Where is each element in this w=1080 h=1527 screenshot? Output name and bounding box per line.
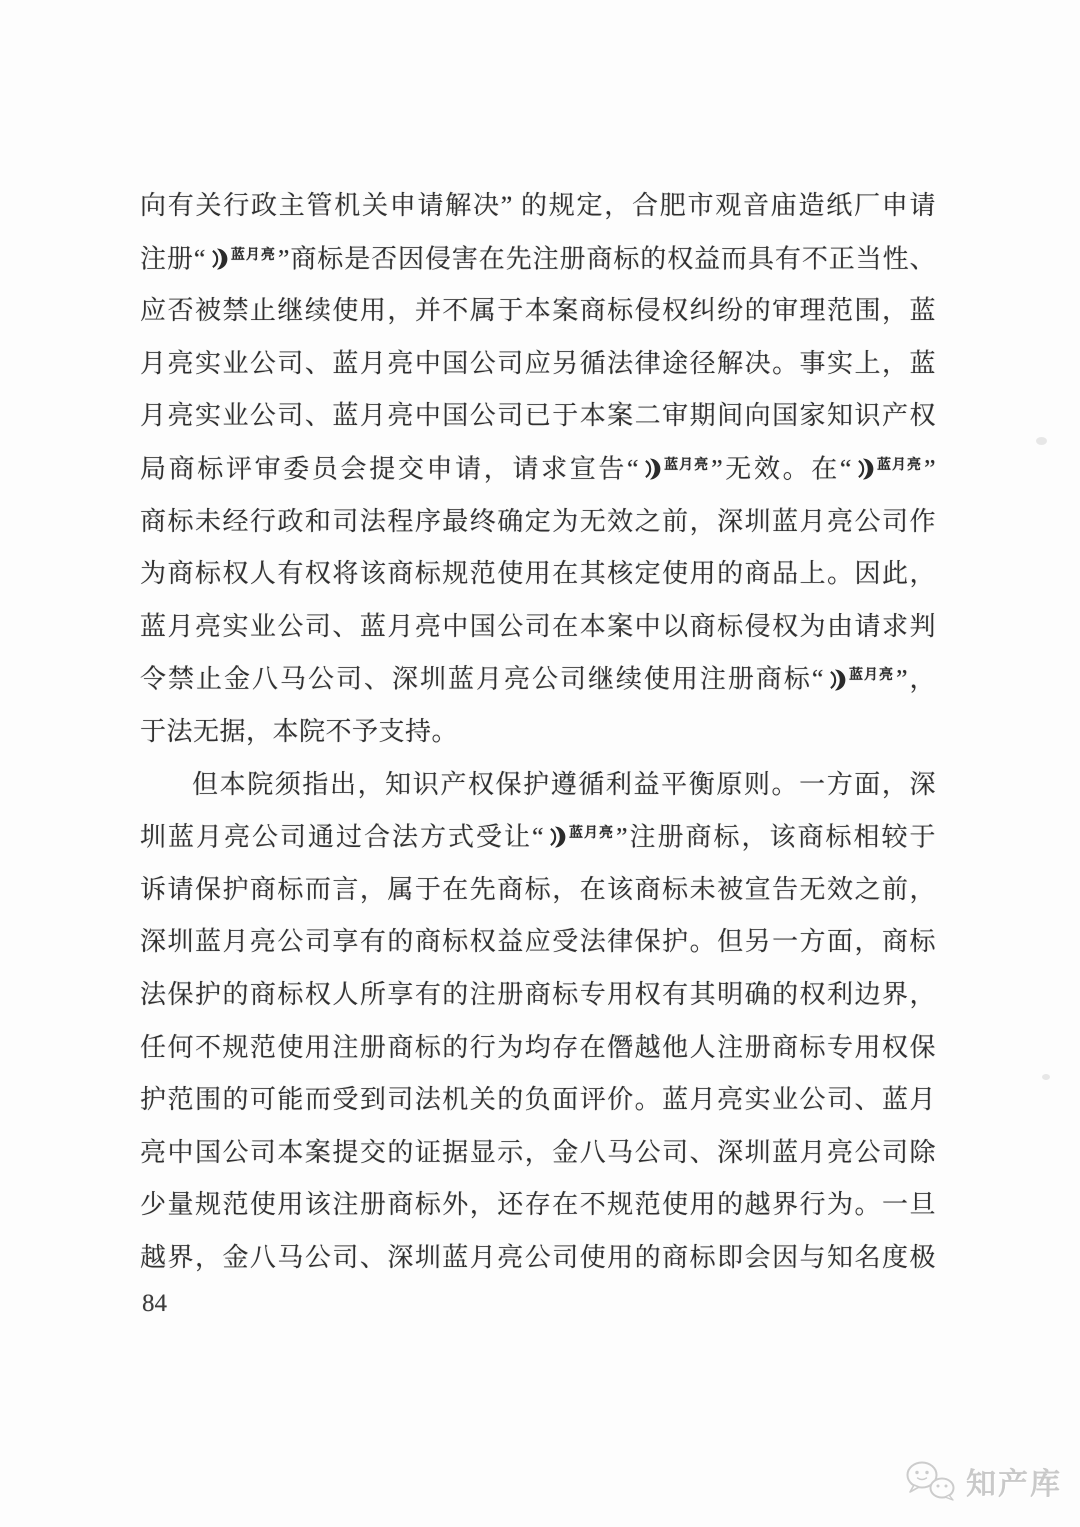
text-run: 局商标评审委员会提交申请，请求宣告“ — [140, 454, 640, 484]
text-line — [140, 285, 936, 338]
text-line — [140, 1127, 936, 1180]
crescent-moon-icon — [826, 667, 847, 693]
blue-moon-trademark-logo — [854, 443, 922, 496]
text-run: 于法无据，本院不予支持。 — [140, 716, 459, 746]
text-line — [140, 759, 936, 812]
text-run: 圳蓝月亮公司通过合法方式受让“ — [140, 822, 544, 852]
trademark-label: 蓝月亮 — [569, 826, 614, 842]
text-line — [140, 969, 936, 1022]
text-line — [140, 548, 936, 601]
page-number: 84 — [142, 1290, 167, 1317]
text-run: ”无效。在“ — [711, 454, 852, 484]
blue-moon-trademark-logo — [208, 233, 276, 286]
text-run: 任何不规范使用注册商标的行为均存在僭越他人注册商标专用权保 — [140, 1032, 936, 1062]
trademark-label: 蓝月亮 — [230, 247, 276, 263]
text-run: 诉请保护商标而言，属于在先商标，在该商标未被宣告无效之前， — [140, 874, 936, 904]
text-line — [140, 338, 936, 391]
text-line — [140, 916, 936, 969]
crescent-moon-icon — [208, 246, 229, 272]
text-line — [140, 443, 936, 496]
text-run: ”商标是否因侵害在先注册商标的权益而具有不正当性、 — [277, 243, 936, 273]
text-line — [140, 1232, 936, 1285]
blue-moon-trademark-logo — [641, 443, 709, 496]
watermark — [905, 1459, 1062, 1503]
text-run: 注册“ — [140, 243, 206, 273]
trademark-label: 蓝月亮 — [664, 457, 710, 473]
text-run: 亮中国公司本案提交的证据显示，金八马公司、深圳蓝月亮公司除 — [140, 1137, 936, 1167]
text-run: 深圳蓝月亮公司享有的商标权益应受法律保护。但另一方面，商标 — [140, 927, 936, 957]
text-line — [140, 1074, 936, 1127]
text-run: 月亮实业公司、蓝月亮中国公司应另循法律途径解决。事实上，蓝 — [140, 348, 936, 378]
text-run: 为商标权人有权将该商标规范使用在其核定使用的商品上。因此， — [140, 559, 936, 589]
text-line — [140, 1022, 936, 1075]
text-run: 法保护的商标权人所享有的注册商标专用权有其明确的权利边界， — [140, 979, 936, 1009]
text-line — [140, 706, 936, 759]
scan-artifact — [1036, 437, 1047, 445]
trademark-label: 蓝月亮 — [876, 457, 922, 473]
document-text — [140, 180, 936, 1284]
text-run: ”注册商标，该商标相较于 — [616, 822, 936, 852]
text-line — [140, 496, 936, 549]
text-line — [140, 864, 936, 917]
text-run: 越界，金八马公司、深圳蓝月亮公司使用的商标即会因与知名度极 — [140, 1242, 936, 1272]
text-run: 令禁止金八马公司、深圳蓝月亮公司继续使用注册商标“ — [140, 664, 824, 694]
text-line — [140, 1179, 936, 1232]
text-run: 护范围的可能而受到司法机关的负面评价。蓝月亮实业公司、蓝月 — [140, 1085, 936, 1115]
text-line — [140, 233, 936, 286]
text-run: 蓝月亮实业公司、蓝月亮中国公司在本案中以商标侵权为由请求判 — [140, 611, 936, 641]
text-line — [140, 601, 936, 654]
text-line — [140, 180, 936, 233]
text-run: ”， — [895, 664, 936, 694]
blue-moon-trademark-logo — [546, 811, 614, 864]
trademark-label: 蓝月亮 — [848, 668, 894, 684]
text-line — [140, 390, 936, 443]
crescent-moon-icon — [641, 456, 662, 482]
wechat-icon — [905, 1460, 959, 1502]
watermark-text: 知产库 — [966, 1468, 1062, 1501]
crescent-moon-icon — [546, 824, 567, 850]
text-run: 向有关行政主管机关申请解决” 的规定，合肥市观音庙造纸厂申请 — [140, 191, 936, 220]
text-line — [140, 811, 936, 864]
text-run: 商标未经行政和司法程序最终确定为无效之前，深圳蓝月亮公司作 — [140, 506, 936, 536]
crescent-moon-icon — [854, 456, 875, 482]
text-run: 少量规范使用该注册商标外，还存在不规范使用的越界行为。一旦 — [140, 1190, 936, 1220]
scan-artifact — [1042, 1074, 1050, 1080]
text-run: ” — [923, 454, 936, 484]
text-run: 但本院须指出，知识产权保护遵循利益平衡原则。一方面，深 — [192, 769, 936, 799]
text-line — [140, 653, 936, 706]
blue-moon-trademark-logo — [826, 653, 894, 706]
text-run: 月亮实业公司、蓝月亮中国公司已于本案二审期间向国家知识产权 — [140, 401, 936, 431]
text-run: 应否被禁止继续使用，并不属于本案商标侵权纠纷的审理范围，蓝 — [140, 296, 936, 326]
